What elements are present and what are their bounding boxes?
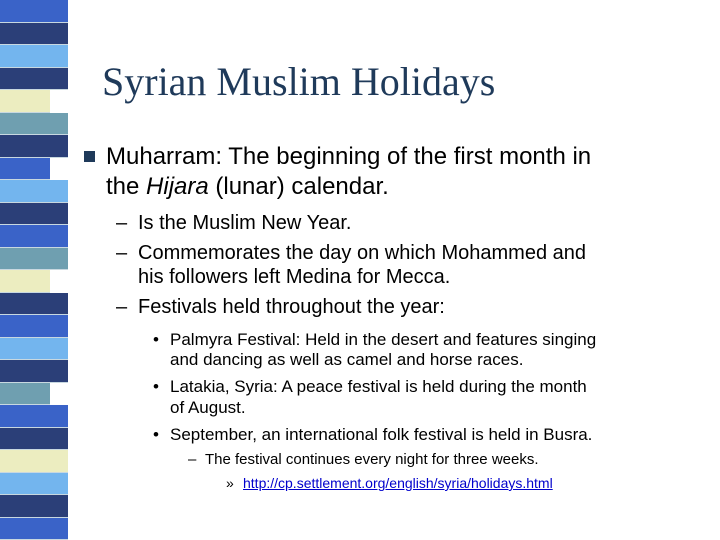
dot-bullet-icon: • bbox=[153, 377, 159, 396]
muharram-line-2: the Hijara (lunar) calendar. bbox=[106, 173, 389, 200]
raquo-bullet-icon: » bbox=[226, 475, 234, 491]
latakia-line-1: Latakia, Syria: A peace festival is held during the month bbox=[170, 377, 587, 396]
slide-title: Syrian Muslim Holidays bbox=[102, 59, 496, 104]
dash-bullet-icon: – bbox=[188, 451, 197, 468]
dot-bullet-icon: • bbox=[153, 330, 159, 349]
dash-bullet-icon: – bbox=[116, 212, 128, 234]
palmyra-line-1: Palmyra Festival: Held in the desert and features singing bbox=[170, 330, 597, 349]
muharram-line-1: Muharram: The beginning of the first month in bbox=[106, 143, 592, 170]
latakia-line-2: of August. bbox=[170, 398, 246, 417]
festival-note: The festival continues every night for three weeks. bbox=[205, 451, 539, 468]
dash-bullet-icon: – bbox=[116, 242, 128, 264]
palmyra-line-2: and dancing as well as camel and horse races. bbox=[170, 350, 524, 369]
commemorates-line-1: Commemorates the day on which Mohammed and bbox=[138, 242, 586, 264]
n-square-bullet-icon bbox=[84, 151, 95, 162]
new-year-item: Is the Muslim New Year. bbox=[138, 212, 352, 234]
dash-bullet-icon: – bbox=[116, 296, 128, 318]
commemorates-line-2: his followers left Medina for Mecca. bbox=[138, 266, 451, 288]
holidays-link[interactable]: http://cp.settlement.org/english/syria/holidays.html bbox=[243, 475, 553, 491]
september-item: September, an international folk festival is held in Busra. bbox=[170, 425, 593, 444]
dot-bullet-icon: • bbox=[153, 425, 159, 444]
festivals-item: Festivals held throughout the year: bbox=[138, 296, 445, 318]
hijara-emphasis: Hijara bbox=[146, 173, 209, 200]
